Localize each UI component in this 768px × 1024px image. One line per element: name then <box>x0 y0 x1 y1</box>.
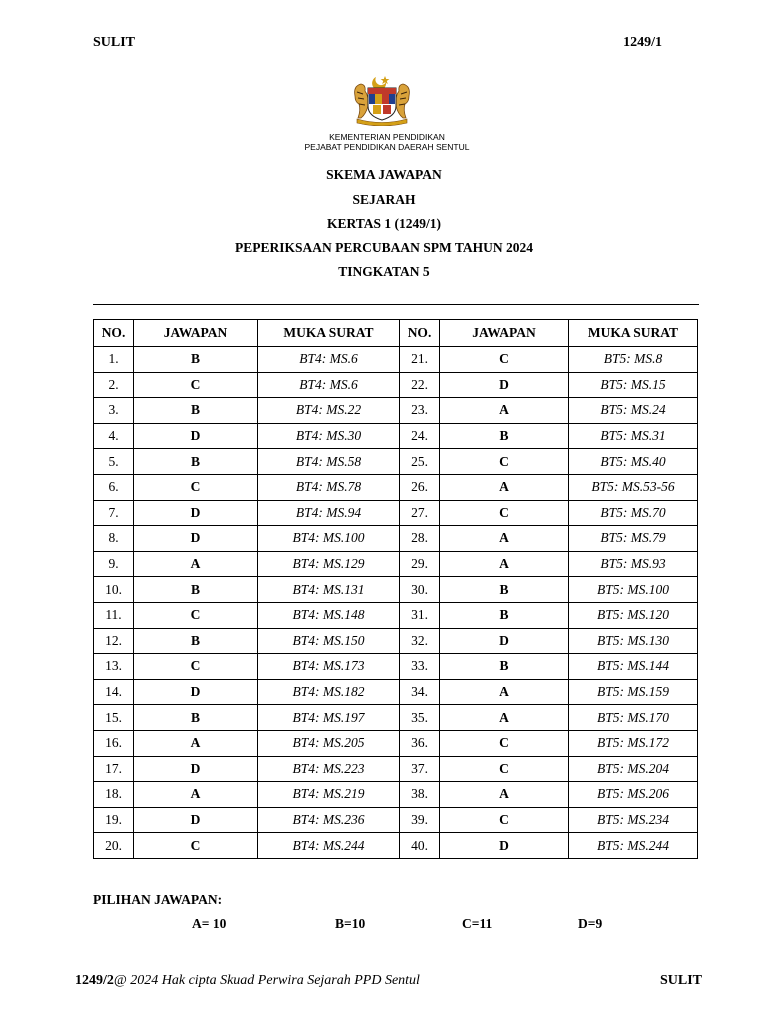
column-header: MUKA SURAT <box>258 320 400 347</box>
answer-letter: C <box>134 654 258 680</box>
answer-letter: D <box>134 756 258 782</box>
answer-letter: B <box>134 577 258 603</box>
table-row <box>94 474 698 500</box>
question-number: 39. <box>400 807 440 833</box>
answer-letter: C <box>134 602 258 628</box>
page-reference: BT5: MS.79 <box>569 526 698 552</box>
footer-copyright-text: @ 2024 Hak cipta Skuad Perwira Sejarah PPD Sentul <box>113 973 420 988</box>
page-reference: BT5: MS.206 <box>569 782 698 808</box>
page-reference: BT5: MS.244 <box>569 833 698 859</box>
answer-letter: D <box>440 372 569 398</box>
answer-letter: B <box>134 628 258 654</box>
column-header: MUKA SURAT <box>569 320 698 347</box>
answer-letter: A <box>134 782 258 808</box>
table-row <box>94 654 698 680</box>
table-row <box>94 398 698 424</box>
answer-letter: C <box>440 756 569 782</box>
answer-letter: C <box>440 500 569 526</box>
page-reference: BT5: MS.172 <box>569 730 698 756</box>
page-reference: BT5: MS.100 <box>569 577 698 603</box>
question-number: 9. <box>94 551 134 577</box>
page-reference: BT5: MS.31 <box>569 423 698 449</box>
table-row <box>94 500 698 526</box>
page-reference: BT5: MS.93 <box>569 551 698 577</box>
page-reference: BT4: MS.58 <box>258 449 400 475</box>
table-header-row <box>94 320 698 347</box>
page-reference: BT5: MS.70 <box>569 500 698 526</box>
question-number: 19. <box>94 807 134 833</box>
header-paper-code: 1249/1 <box>623 35 662 50</box>
table-row <box>94 372 698 398</box>
answer-letter: C <box>134 833 258 859</box>
answer-letter: D <box>134 423 258 449</box>
page-reference: BT4: MS.244 <box>258 833 400 859</box>
question-number: 18. <box>94 782 134 808</box>
page-reference: BT5: MS.159 <box>569 679 698 705</box>
question-number: 17. <box>94 756 134 782</box>
answer-letter: A <box>440 679 569 705</box>
answer-letter: D <box>134 526 258 552</box>
question-number: 30. <box>400 577 440 603</box>
question-number: 4. <box>94 423 134 449</box>
count-d: D=9 <box>578 916 603 931</box>
question-number: 40. <box>400 833 440 859</box>
page-reference: BT5: MS.144 <box>569 654 698 680</box>
page-reference: BT4: MS.131 <box>258 577 400 603</box>
question-number: 37. <box>400 756 440 782</box>
page-reference: BT5: MS.40 <box>569 449 698 475</box>
question-number: 11. <box>94 602 134 628</box>
question-number: 13. <box>94 654 134 680</box>
answer-letter: A <box>440 398 569 424</box>
answer-letter: C <box>440 449 569 475</box>
answer-letter: A <box>134 551 258 577</box>
question-number: 22. <box>400 372 440 398</box>
question-number: 29. <box>400 551 440 577</box>
answer-letter: D <box>134 807 258 833</box>
page-reference: BT4: MS.205 <box>258 730 400 756</box>
table-row <box>94 730 698 756</box>
footer-classification: SULIT <box>659 973 702 988</box>
table-row <box>94 705 698 731</box>
question-number: 3. <box>94 398 134 424</box>
table-row <box>94 628 698 654</box>
page-reference: BT5: MS.8 <box>569 347 698 373</box>
answer-letter: B <box>440 654 569 680</box>
agency-ministry: KEMENTERIAN PENDIDIKAN <box>329 132 445 142</box>
footer-code: 1249/2 <box>75 973 114 988</box>
page-reference: BT5: MS.53-56 <box>569 474 698 500</box>
table-row <box>94 423 698 449</box>
table-row <box>94 551 698 577</box>
page-reference: BT5: MS.170 <box>569 705 698 731</box>
answer-letter: A <box>440 782 569 808</box>
form-title: TINGKATAN 5 <box>338 264 430 279</box>
document-title: SKEMA JAWAPAN <box>326 167 442 182</box>
count-c: C=11 <box>462 916 493 931</box>
table-row <box>94 833 698 859</box>
column-header: JAWAPAN <box>134 320 258 347</box>
table-row <box>94 526 698 552</box>
page-reference: BT5: MS.204 <box>569 756 698 782</box>
question-number: 36. <box>400 730 440 756</box>
answer-letter: C <box>134 372 258 398</box>
answer-letter: C <box>440 730 569 756</box>
answer-letter: C <box>440 347 569 373</box>
answer-letter: A <box>440 474 569 500</box>
page-reference: BT4: MS.197 <box>258 705 400 731</box>
page-reference: BT5: MS.24 <box>569 398 698 424</box>
answer-letter: B <box>134 398 258 424</box>
question-number: 10. <box>94 577 134 603</box>
question-number: 23. <box>400 398 440 424</box>
question-number: 2. <box>94 372 134 398</box>
answer-letter: A <box>440 526 569 552</box>
question-number: 7. <box>94 500 134 526</box>
page-reference: BT4: MS.6 <box>258 347 400 373</box>
question-number: 27. <box>400 500 440 526</box>
question-number: 5. <box>94 449 134 475</box>
page-reference: BT5: MS.120 <box>569 602 698 628</box>
table-row <box>94 679 698 705</box>
question-number: 32. <box>400 628 440 654</box>
question-number: 20. <box>94 833 134 859</box>
answer-letter: B <box>134 347 258 373</box>
exam-title: PEPERIKSAAN PERCUBAAN SPM TAHUN 2024 <box>234 240 533 255</box>
page-reference: BT4: MS.173 <box>258 654 400 680</box>
answer-distribution-label: PILIHAN JAWAPAN: <box>93 892 223 907</box>
table-row <box>94 449 698 475</box>
answer-table <box>93 319 698 859</box>
header-classification: SULIT <box>93 35 136 50</box>
page-reference: BT4: MS.100 <box>258 526 400 552</box>
answer-letter: A <box>134 730 258 756</box>
question-number: 14. <box>94 679 134 705</box>
page-reference: BT4: MS.22 <box>258 398 400 424</box>
answer-letter: B <box>440 577 569 603</box>
answer-letter: A <box>440 551 569 577</box>
table-row <box>94 602 698 628</box>
coat-of-arms-icon <box>349 74 415 126</box>
page-reference: BT4: MS.182 <box>258 679 400 705</box>
question-number: 16. <box>94 730 134 756</box>
page-reference: BT4: MS.94 <box>258 500 400 526</box>
question-number: 12. <box>94 628 134 654</box>
question-number: 38. <box>400 782 440 808</box>
page-reference: BT4: MS.30 <box>258 423 400 449</box>
page-reference: BT5: MS.234 <box>569 807 698 833</box>
page-reference: BT4: MS.150 <box>258 628 400 654</box>
question-number: 31. <box>400 602 440 628</box>
answer-letter: B <box>440 602 569 628</box>
question-number: 21. <box>400 347 440 373</box>
question-number: 34. <box>400 679 440 705</box>
page-reference: BT5: MS.15 <box>569 372 698 398</box>
table-row <box>94 577 698 603</box>
question-number: 1. <box>94 347 134 373</box>
page-reference: BT4: MS.78 <box>258 474 400 500</box>
answer-letter: C <box>134 474 258 500</box>
table-row <box>94 807 698 833</box>
column-header: JAWAPAN <box>440 320 569 347</box>
page-reference: BT4: MS.236 <box>258 807 400 833</box>
table-row <box>94 756 698 782</box>
table-row <box>94 782 698 808</box>
answer-letter: B <box>440 423 569 449</box>
agency-district-office: PEJABAT PENDIDIKAN DAERAH SENTUL <box>304 142 470 152</box>
count-b: B=10 <box>335 916 366 931</box>
page-reference: BT5: MS.130 <box>569 628 698 654</box>
question-number: 24. <box>400 423 440 449</box>
table-body <box>94 347 698 859</box>
count-a: A= 10 <box>192 916 227 931</box>
paper-title: KERTAS 1 (1249/1) <box>326 216 442 231</box>
column-header: NO. <box>94 320 134 347</box>
question-number: 25. <box>400 449 440 475</box>
answer-letter: B <box>134 449 258 475</box>
answer-letter: D <box>134 679 258 705</box>
question-number: 8. <box>94 526 134 552</box>
table-row <box>94 347 698 373</box>
answer-letter: D <box>440 628 569 654</box>
page-reference: BT4: MS.129 <box>258 551 400 577</box>
answer-letter: D <box>134 500 258 526</box>
column-header: NO. <box>400 320 440 347</box>
page-reference: BT4: MS.223 <box>258 756 400 782</box>
subject-title: SEJARAH <box>352 192 416 207</box>
answer-letter: D <box>440 833 569 859</box>
answer-letter: C <box>440 807 569 833</box>
page-reference: BT4: MS.148 <box>258 602 400 628</box>
question-number: 15. <box>94 705 134 731</box>
answer-letter: B <box>134 705 258 731</box>
question-number: 28. <box>400 526 440 552</box>
page-reference: BT4: MS.219 <box>258 782 400 808</box>
divider-line <box>93 304 699 305</box>
question-number: 26. <box>400 474 440 500</box>
question-number: 35. <box>400 705 440 731</box>
question-number: 6. <box>94 474 134 500</box>
page-reference: BT4: MS.6 <box>258 372 400 398</box>
footer-copyright <box>75 973 420 989</box>
answer-letter: A <box>440 705 569 731</box>
question-number: 33. <box>400 654 440 680</box>
